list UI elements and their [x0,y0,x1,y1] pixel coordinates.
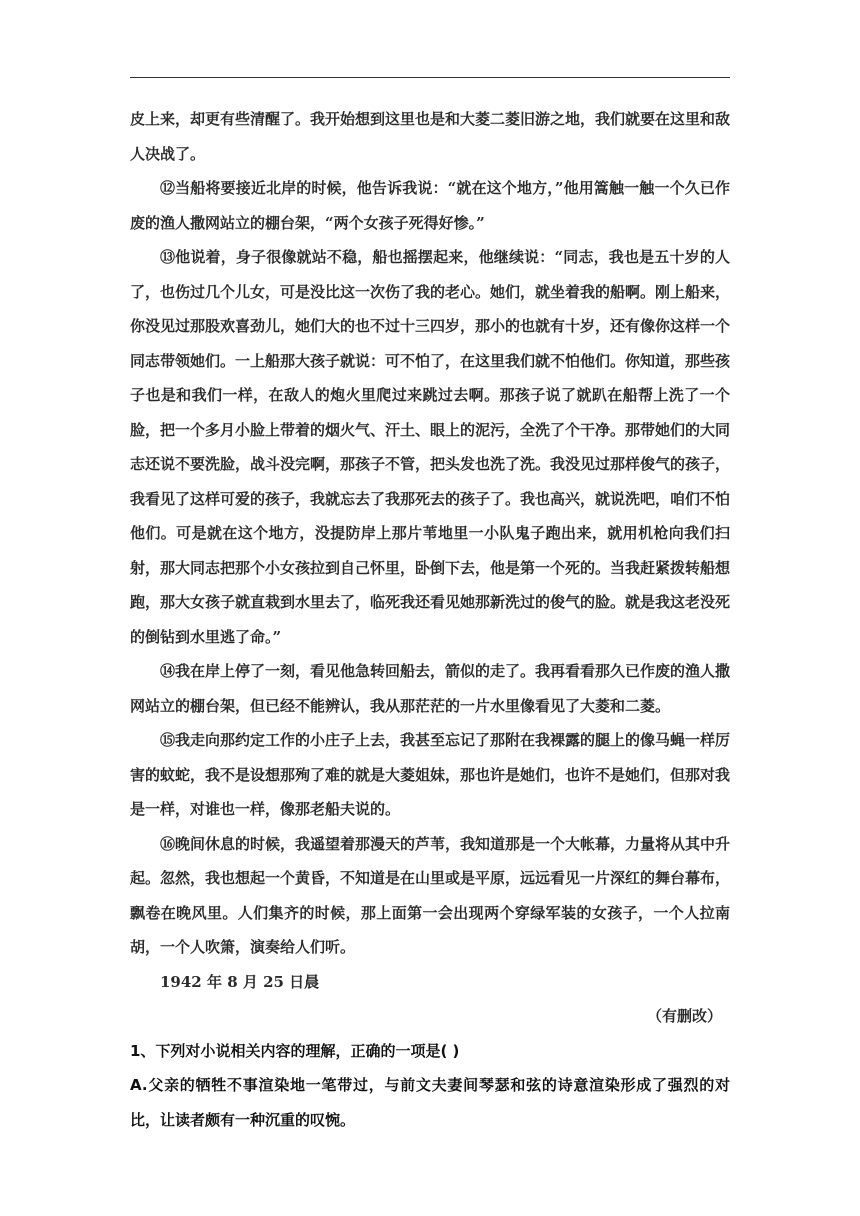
paragraph-14: ⑭我在岸上停了一刻，看见他急转回船去，箭似的走了。我再看看那久已作废的渔人撒网站立的棚台架，但已经不能辨认，我从那茫茫的一片水里像看见了大菱和二菱。 [130,662,731,715]
paragraph-13: ⑬他说着，身子很像就站不稳，船也摇摆起来，他继续说：“同志，我也是五十岁的人了，也伤过几个儿女，可是没比这一次伤了我的老心。她们，就坐着我的船啊。刚上船来，你没见过那股欢喜劲儿，她们大的也不过十三四岁，那小的也就有十岁，还有像你这样一个同志带领她们。一上船那大孩子就说：可不怕了，在这里我们就不怕他们。你知道，那些孩子也是和我们一样，在敌人的炮火里爬过来跳过去啊。那孩子说了就趴在船帮上洗了一个脸，把一个多月小脸上带着的烟火气、汗土、眼上的泥污，全洗了个干净。那带她们的大同志还说不要洗脸，战斗没完啊，那孩子不管，把头发也洗了洗。我没见过那样俊气的孩子，我看见了这样可爱的孩子，我就忘去了我那死去的孩子了。我也高兴，就说洗吧，咱们不怕他们。可是就在这个地方，没提防岸上那片苇地里一小队鬼子跑出来，就用机枪向我们扫射，那大同志把那个小女孩拉到自己怀里，卧倒下去，他是第一个死的。当我赶紧拨转船想跑，那大女孩子就直栽到水里去了，临死我还看见她那新洗过的俊气的脸。就是我这老没死的倒钻到水里逃了命。” [130,248,731,646]
source-note: （有删改） [646,1007,722,1025]
paragraph-16: ⑯晚间休息的时候，我遥望着那漫天的芦苇，我知道那是一个大帐幕，力量将从其中升起。忽然，我也想起一个黄昏，不知道是在山里或是平原，远远看见一片深红的舞台幕布，飘卷在晚风里。人们集齐的时候，那上面第一会出现两个穿绿军装的女孩子，一个人拉南胡，一个人吹箫，演奏给人们听。 [130,834,731,956]
document-body [130,102,730,1137]
header-rule [130,77,730,78]
option-a: A.父亲的牺牲不事渲染地一笔带过，与前文夫妻间琴瑟和弦的诗意渲染形成了强烈的对比，让读者颇有一种沉重的叹惋。 [130,1076,730,1129]
paragraph-15: ⑮我走向那约定工作的小庄子上去，我甚至忘记了那附在我裸露的腿上的像马蝇一样厉害的蚊蛇，我不是设想那殉了难的就是大菱姐妹，那也许是她们，也许不是她们，但那对我是一样，对谁也一样，像那老船夫说的。 [130,731,731,818]
question-stem: 1、下列对小说相关内容的理解，正确的一项是( ) [130,1041,460,1060]
paragraph-12: ⑫当船将要接近北岸的时候，他告诉我说：“就在这个地方，”他用篙触一触一个久已作废的渔人撒网站立的棚台架，“两个女孩子死得好惨。” [130,179,730,232]
passage-continuation: 皮上来，却更有些清醒了。我开始想到这里也是和大菱二菱旧游之地，我们就要在这里和敌人决战了。 [130,110,731,163]
passage-date: 1942 年 8 月 25 日晨 [160,972,320,991]
